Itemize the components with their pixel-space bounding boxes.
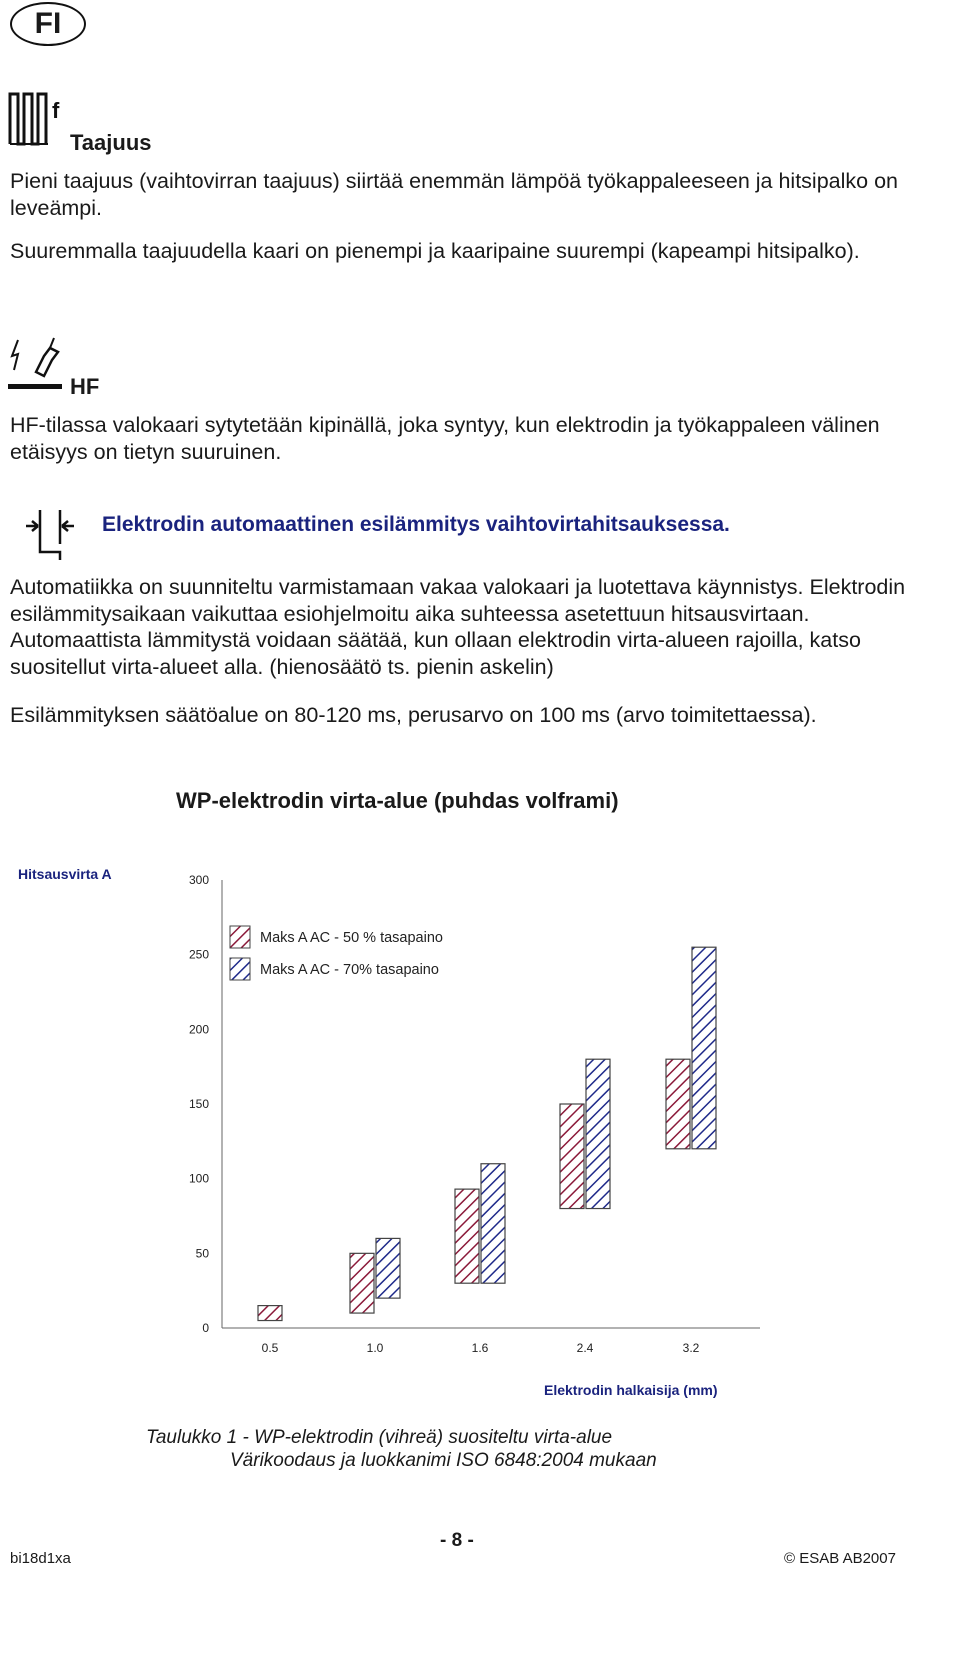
language-badge xyxy=(10,2,86,46)
legend-label: Maks A AC - 50 % tasapaino xyxy=(260,930,443,946)
svg-text:f: f xyxy=(52,98,60,123)
x-tick-label: 2.4 xyxy=(576,1341,594,1355)
legend-label: Maks A AC - 70% tasapaino xyxy=(260,962,439,978)
x-tick-label: 1.0 xyxy=(366,1341,384,1355)
x-tick-label: 0.5 xyxy=(261,1341,279,1355)
x-axis-label: Elektrodin halkaisija (mm) xyxy=(544,1382,718,1398)
bar-50-balance xyxy=(455,1189,479,1283)
frequency-paragraph-1 xyxy=(10,168,940,221)
y-tick-label: 100 xyxy=(188,1171,209,1186)
hf-paragraph xyxy=(10,412,940,465)
bar-70-balance xyxy=(692,947,716,1149)
bar-50-balance xyxy=(560,1104,584,1209)
frequency-text-1: Pieni taajuus (vaihtovirran taajuus) siirtää enemmän lämpöä työkappaleeseen ja hitsipalko on leveämpi. xyxy=(10,169,898,220)
y-tick-label: 250 xyxy=(188,947,209,962)
preheat-range-text: Esilämmityksen säätöalue on 80-120 ms, perusarvo on 100 ms (arvo toimitettaessa). xyxy=(10,703,817,727)
section-title-preheat: Elektrodin automaattinen esilämmitys vaihtovirtahitsauksessa. xyxy=(102,513,730,536)
y-tick-label: 200 xyxy=(188,1022,209,1037)
y-tick-label: 0 xyxy=(202,1321,209,1335)
copyright: © ESAB AB2007 xyxy=(784,1550,896,1567)
preheat-text: Automatiikka on suunniteltu varmistamaan vakaa valokaari ja luotettava käynnistys. Elektrodin esilämmitysaikaan vaikuttaa esiohjelmoitu aika suhteessa asetettuun hitsausvirtaan. Automaattista lämmitystä voidaan säätää, kun ollaan elektrodin virta-alueen rajoilla, katso suositellut virta-alueet alla. (hienosäätö ts. pienin askelin) xyxy=(10,575,906,679)
page-number: - 8 - xyxy=(440,1530,474,1551)
frequency-text-2: Suuremmalla taajuudella kaari on pienempi ja kaaripaine suurempi (kapeampi hitsipalko). xyxy=(10,239,860,263)
document-code: bi18d1xa xyxy=(10,1550,71,1567)
bar-70-balance xyxy=(376,1238,400,1298)
legend-swatch xyxy=(230,926,250,948)
y-tick-label: 50 xyxy=(195,1246,209,1261)
y-tick-label: 150 xyxy=(188,1097,209,1111)
language-code: FI xyxy=(34,7,62,40)
table-caption-1: Taulukko 1 - WP-elektrodin (vihreä) suositeltu virta-alue xyxy=(146,1427,613,1448)
bar-50-balance xyxy=(258,1306,282,1321)
bar-50-balance xyxy=(350,1253,374,1313)
frequency-wave-icon xyxy=(8,88,66,146)
y-axis-label: Hitsausvirta A xyxy=(18,866,112,882)
current-range-chart xyxy=(0,860,960,1380)
bar-70-balance xyxy=(481,1164,505,1283)
x-tick-label: 1.6 xyxy=(471,1341,489,1355)
frequency-paragraph-2 xyxy=(10,238,940,265)
electrode-preheat-icon xyxy=(26,506,74,564)
preheat-paragraph xyxy=(10,574,940,680)
bar-50-balance xyxy=(666,1059,690,1149)
table-caption-2: Värikoodaus ja luokkanimi ISO 6848:2004 mukaan xyxy=(230,1450,657,1471)
y-tick-label: 300 xyxy=(188,873,209,887)
preheat-range-note xyxy=(10,702,955,729)
hf-torch-spark-icon xyxy=(6,334,66,394)
bar-70-balance xyxy=(586,1059,610,1208)
chart-title: WP-elektrodin virta-alue (puhdas volframi) xyxy=(176,788,619,813)
x-tick-label: 3.2 xyxy=(682,1341,700,1355)
legend-swatch xyxy=(230,958,250,980)
hf-text: HF-tilassa valokaari sytytetään kipinällä, joka syntyy, kun elektrodin ja työkappaleen välinen etäisyys on tietyn suuruinen. xyxy=(10,413,880,464)
section-title-hf: HF xyxy=(70,374,100,399)
section-title-frequency: Taajuus xyxy=(70,130,152,155)
